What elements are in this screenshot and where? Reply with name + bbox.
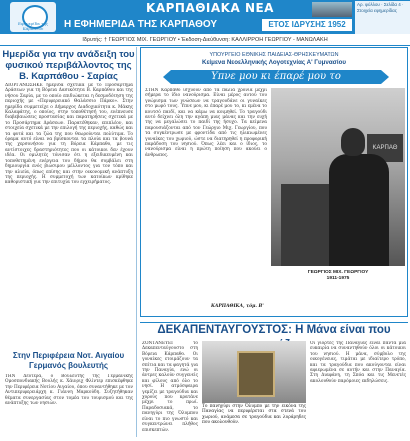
portrait-figure <box>329 154 389 266</box>
masthead <box>0 0 410 34</box>
bottom-column-1: ΖΟΝΤΑΝΕΥΕΙ το Δεκαπενταύγουστο στη Βόρεια Κάρπαθο. Οι γυναίκες ετοιμάζουν τα σπίτια και τα φαγητά για την Παναγία, ενώ οι άντρες καλούν συγγενείς και φίλους από όλο το νησί. Η ατμόσφαιρα γεμίζει με τραγούδια και χορούς που κρατάνε μέχρι το πρωί. Παραδοσιακά, το πανηγύρι της Όλυμπου είναι το πιο γνωστό και συγκεντρώνει πλήθος επισκεπτών. <box>142 341 198 433</box>
left-article-body: ΔΙΟΡΓΑΝΩΣΗΚΕ ημερίδα σχετικά με το Προσάρτημα Δράσεων για τη Βόρεια Δασικότητα Β. Καρπάθου και της νήσου Σαρία, με το οποίο επιδιώκεται η δεσμοδότηση της περιοχής με «Περιφερειακό Θαλάσσιο Πάρκο». Στην ημερίδα συμμετείχε ο Δήμαρχος Διαδοχικότητα κ. Μάκης Καλαφάτης, ο οποίος, στην τοποθέτησή του, ενέπνευσε διαβεβαιώσεις προστασίας και παρατηρήσεις σχετικά με το Προσάρτημα Δράσεων. Παρατέθηκαν, επιπλέον, και στοιχεία σχετικά με την επιλογή της περιοχής, καθώς και τα φυτά και τα ζώα της που θεωρούνται πολύτιμα. Το όραμα αυτό είναι να βρίσκονται τα πλοία και τα βουνά της χερσονήσου για τη Βόρεια Κάρπαθο, με τις αντίστοιχες δραστηριότητες που οι κάτοικοι δεν έχουν ιδέα. Οι ομιλητές τόνισαν ότι η εξειδικευμένη και τοποθετημένη ενέργεια του δήμου θα συμβάλει στη δημιουργία ενός βιώσιμου μέλλοντος για τον τόπο και την αλιεία, όπως επίσης και στην οικονομική ανάπτυξη της περιοχής. Η συμμετοχή των κατοίκων κρίθηκε καθοριστική για την επιτυχία του εγχειρήματος. <box>5 83 133 186</box>
logo-caption: Εφημερίδα της Κάρπαθου <box>18 21 48 31</box>
left-article-body-2: ΤΗΝ Δευτέρα, ο Βουλευτής της Γερμανικής Ομοσπονδιακής Βουλής κ. Χάινριχ Φλίντερ επισκέφθηκε την Περιφέρεια Νοτίου Αιγαίου, όπου συναντήθηκε με τον Αντιπεριφερειάρχη κ. Γιάννη Μαρκούδη. Συζητήθηκαν θέματα συνεργασίας στον τομέα του τουρισμού και της ανάπτυξης των νησιών. <box>5 374 133 407</box>
feature-body: ΣΤΗΝ Κάρπαθο ισχύουν από τα παλιά χρόνια μέχρι σήμερα το ίδιο νανούρισμα. Είναι μέρος αυτού του γνώρισμα των γνώσεων να τραγουδάνε οι γυναίκες στο μωρό τους. Ύπνε μου, κι έπαρέ μου το, κι εμένα το κουτσό παιδί, και να κάμω να κοιμηθεί. Το τραγούδι αυτό δείχνει όλη την αγάπη μιας μάνας και την ευχή της να μεγαλώσει το παιδί της ήσυχο. Τα κείμενα παρουσιάζονται από τον Γεώργιο Μιχ. Γεωργίου, που τα συγκέντρωσε με φροντίδα από τις ηλικιωμένες γυναίκες του χωριού, ώστε να διατηρηθεί η προφορική παράδοση του νησιού. Όπως λέει και ο ίδιος, το νανούρισμα είναι η πρώτη ποίηση που ακούει ο άνθρωπος. <box>145 88 267 158</box>
portrait-caption <box>271 270 405 282</box>
newspaper-logo <box>10 2 56 32</box>
festival-photo <box>202 341 306 403</box>
masthead-banner: Η ΕΦΗΜΕΡΙΔΑ ΤΗΣ ΚΑΡΠΑΘΟΥ <box>64 18 264 32</box>
masthead-photo <box>312 2 352 17</box>
column-divider <box>136 47 137 437</box>
publisher-line: Ιδρυτής: † ΓΕΩΡΓΙΟΣ ΜΙΧ. ΓΕΩΡΓΙΟΥ • Έκδοση-Διεύθυνση: ΚΑΛΛΙΡΡΟΗ ΓΕΩΡΓΙΟΥ - ΜΑΝΩΛΑΚΗ <box>0 35 410 46</box>
feature-ribbon-title: Υπνε μου κι έπαρέ μου το <box>171 70 381 84</box>
portrait-photo <box>271 88 405 266</box>
left-headline-2: Στην Περιφέρεια Νοτ. Αιγαίου Γερμανός βουλευτής <box>12 351 125 370</box>
photo-sign: ΚΑΡΠΑΘ <box>367 134 403 162</box>
lectern <box>281 184 335 266</box>
feature-header <box>141 52 407 66</box>
icon-frame <box>237 351 275 397</box>
bottom-column-3: Οι γιορτές της Παναγίας είναι πάντα μια ευκαιρία να συναντηθούν όλοι οι κάτοικοι του νησιού. Η μάνα, σύμβολο της οικογένειας, τιμάται με ιδιαίτερο τρόπο, και τα τραγούδια που ακούγονται είναι αφιερωμένα σε αυτήν και στην Παναγία. Στη Διαφάνη, τη Σπόα και τις Μενετές ακολουθούν παρόμοιες εκδηλώσεις. <box>310 341 406 384</box>
feature-box <box>140 47 408 317</box>
masthead-title: ΚΑΡΠΑΘΙΑΚΑ ΝΕΑ <box>146 1 274 15</box>
bottom-headline: ΔΕΚΑΠΕΝΤΑΥΓΟΥΣΤΟΣ: Η Μάνα είναι που <box>140 322 408 338</box>
caption-name: ΓΕΩΡΓΙΟΣ ΜΙΧ. ΓΕΩΡΓΙΟΥ <box>307 270 369 275</box>
caption-years: 1911-1975 <box>326 276 350 281</box>
founding-year: ΕΤΟΣ ΙΔΡΥΣΗΣ 1952 <box>262 19 352 31</box>
festival-photo-caption: Το πανηγύρι στην Όλυμπο με την εικόνα της Παναγίας να περιφέρεται στα στενά του χωριού, ανάμεσα σε τραγούδια και λυράρηδες που ακολουθούν. <box>202 404 306 426</box>
feature-source: ΚΑΡΠΑΘΙΚΑ, τόμ. Β' <box>211 304 264 309</box>
portrait-head <box>341 128 365 156</box>
textbook-title: Κείμενα Νεοελληνικής Λογοτεχνίας Α' Γυμνασίου <box>202 59 346 66</box>
left-headline: Ημερίδα για την ανάδειξη του φυσικού περιβάλλοντος της Β. Καρπάθου - Σαρίας <box>2 49 135 82</box>
left-column <box>2 47 135 441</box>
ministry-line: ΥΠΟΥΡΓΕΙΟ ΕΘΝΙΚΗΣ ΠΑΙΔΕΙΑΣ-ΘΡΗΣΚΕΥΜΑΤΩΝ <box>209 52 339 58</box>
issue-info: Αρ. φύλλου · Σελίδα 4 · Στοιχεία εφημερίδας <box>355 1 410 34</box>
